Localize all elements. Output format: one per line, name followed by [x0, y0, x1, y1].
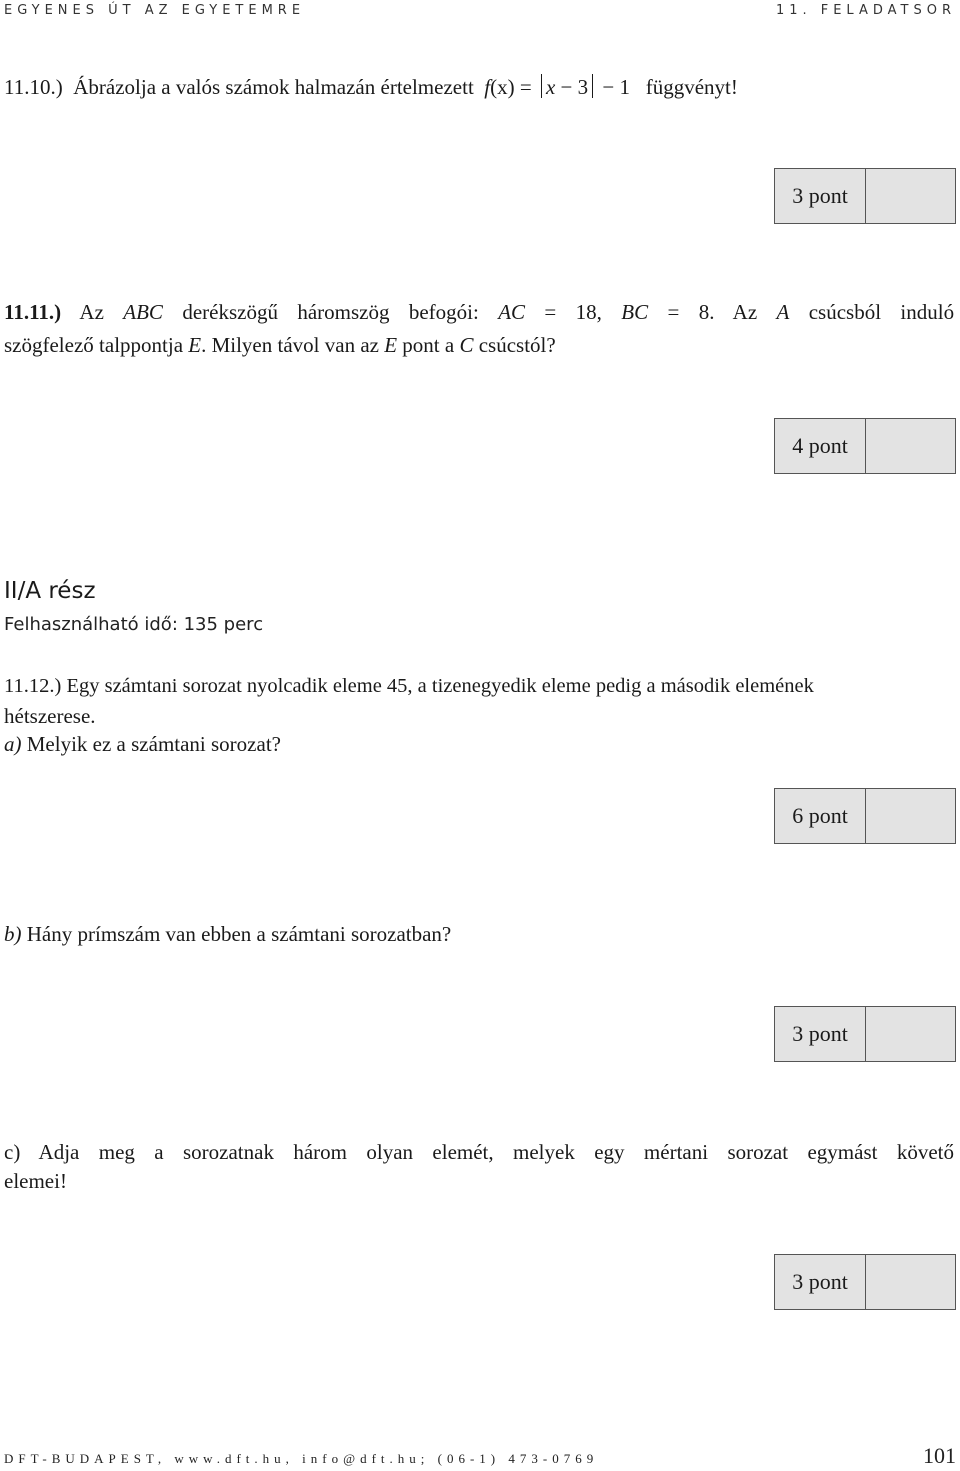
text: derékszögű háromszög befogói: [182, 300, 479, 324]
subproblem-c-line1: c) Adja meg a sorozatnak három olyan elemét, melyek egy mértani sorozat egymást követő [4, 1140, 954, 1164]
section-title: II/A rész [4, 578, 96, 604]
score-label: 3 pont [775, 169, 866, 223]
subproblem-text: Melyik ez a számtani sorozat? [26, 732, 281, 756]
score-field[interactable] [866, 789, 955, 843]
running-header-right: 11. FELADATSOR [775, 3, 956, 18]
footer-contact: DFT-BUDAPEST, www.dft.hu, info@dft.hu; (06-1) 473-0769 [4, 1451, 599, 1466]
abs-bar-right [592, 74, 593, 98]
subproblem-a [4, 729, 281, 759]
problem-11-12-line1 [4, 671, 814, 701]
running-header-left: EGYENES ÚT AZ EGYETEMRE [4, 3, 306, 18]
abs-bar-left [541, 74, 542, 98]
var-e: E [188, 333, 202, 357]
var-a: A [776, 300, 790, 324]
problem-number: 11.12.) [4, 675, 62, 697]
var-bc: BC [621, 300, 649, 324]
text: Az [79, 300, 104, 324]
formula-arg: (x) = [490, 75, 532, 99]
section-subtitle: Felhasználható idő: 135 perc [4, 614, 264, 635]
problem-number: 11.10.) [4, 75, 63, 99]
subproblem-text: Hány prímszám van ebben a számtani sorozatban? [26, 922, 452, 946]
problem-11-11-line1 [4, 297, 954, 327]
text: csúcstól? [478, 333, 556, 357]
page-number: 101 [923, 1443, 956, 1468]
subproblem-b [4, 919, 451, 949]
score-label: 4 pont [775, 419, 866, 473]
problem-11-10 [4, 72, 738, 102]
score-label: 6 pont [775, 789, 866, 843]
formula-abs-rest: − 3 [560, 75, 589, 99]
problem-text-end: függvényt! [645, 75, 738, 99]
formula-f: f [484, 75, 491, 99]
text: szögfelező talppontja [4, 333, 184, 357]
problem-text: Ábrázolja a valós számok halmazán értelmezett [73, 75, 474, 99]
text: Egy számtani sorozat nyolcadik eleme 45, a tizenegyedik eleme pedig a második elemének [66, 675, 814, 697]
subproblem-letter: b) [4, 922, 22, 946]
subproblem-c-line2: elemei! [4, 1169, 67, 1193]
var-e: E [384, 333, 398, 357]
subproblem-letter: a) [4, 732, 22, 756]
problem-11-11-line2 [4, 330, 556, 360]
score-box-11-11 [774, 418, 956, 474]
formula-x: x [545, 75, 556, 99]
text: csúcsból induló [808, 300, 955, 324]
formula-tail: − 1 [602, 75, 630, 99]
score-box-11-12c [774, 1254, 956, 1310]
score-label: 3 pont [775, 1255, 866, 1309]
var-c: C [459, 333, 474, 357]
text: = 18, [544, 300, 602, 324]
score-box-11-10 [774, 168, 956, 224]
score-field[interactable] [866, 169, 955, 223]
score-box-11-12b [774, 1006, 956, 1062]
score-field[interactable] [866, 1255, 955, 1309]
text: = 8. Az [667, 300, 758, 324]
problem-11-12-line2: hétszerese. [4, 704, 96, 728]
score-label: 3 pont [775, 1007, 866, 1061]
text: . Milyen távol van az [201, 333, 379, 357]
text: pont a [402, 333, 455, 357]
score-box-11-12a [774, 788, 956, 844]
problem-number: 11.11.) [4, 300, 62, 324]
score-field[interactable] [866, 419, 955, 473]
var-abc: ABC [123, 300, 163, 324]
score-field[interactable] [866, 1007, 955, 1061]
var-ac: AC [498, 300, 526, 324]
